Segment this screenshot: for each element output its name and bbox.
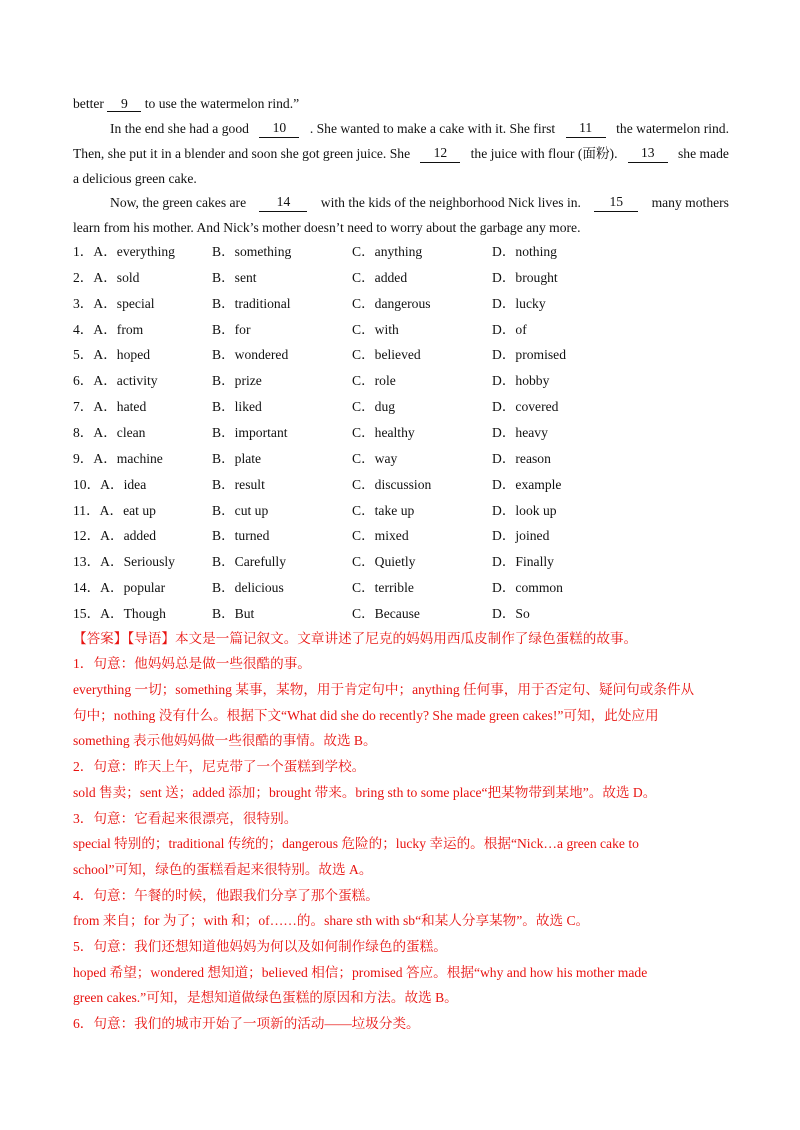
passage-text: she made [677, 146, 729, 161]
question-row [73, 502, 673, 520]
option-b: B．liked [212, 399, 262, 415]
option-b: B．something [212, 244, 292, 259]
option-b: B．delicious [212, 580, 284, 595]
option-c: C．way [352, 450, 398, 466]
blank-10: 10 [259, 120, 299, 138]
option-d: D．joined [492, 528, 550, 544]
question-row [73, 398, 673, 416]
option-b: B．wondered [212, 347, 289, 363]
option-a: 13．A．Seriously [73, 554, 175, 570]
passage-text: better [73, 96, 108, 111]
answer-line: 句中；nothing 没有什么。根据下文“What did she do recently? She made green cakes!”可知，此处应用 [73, 708, 659, 723]
option-b: B．important [212, 425, 288, 440]
option-d: D．lucky [492, 295, 546, 311]
option-d: D．of [492, 321, 527, 337]
option-b: B．sent [212, 269, 257, 285]
passage-line-6: learn from his mother. And Nick’s mother doesn’t need to worry about the garbage any more. [73, 220, 581, 235]
answer-line: special 特别的；traditional 传统的；dangerous 危险的；lucky 幸运的。根据“Nick…a green cake to [73, 836, 639, 851]
blank-9: 9 [107, 96, 141, 112]
option-c: C．mixed [352, 528, 409, 544]
option-d: D．covered [492, 399, 559, 415]
option-d: D．nothing [492, 244, 557, 259]
question-row [73, 605, 673, 623]
passage-text: Then, she put it in a blender and soon she got green juice. She [73, 146, 411, 161]
option-c: C．discussion [352, 476, 432, 492]
option-c: C．dug [352, 399, 396, 415]
option-c: C．take up [352, 502, 415, 518]
passage-text: . She wanted to make a cake with it. She first [309, 121, 556, 136]
passage-line-5 [110, 194, 729, 212]
option-a: 14．A．popular [73, 580, 166, 595]
blank-15: 15 [594, 194, 638, 212]
option-c: C．anything [352, 244, 423, 259]
passage-line-3 [73, 145, 729, 163]
option-d: D．look up [492, 502, 557, 518]
option-b: B．turned [212, 528, 270, 544]
answer-line: green cakes.”可知，是想知道做绿色蛋糕的原因和方法。故选 B。 [73, 990, 458, 1005]
passage-line-2 [110, 120, 729, 138]
option-b: B．prize [212, 373, 262, 389]
option-b: B．plate [212, 450, 262, 466]
passage-text: the watermelon rind. [616, 121, 729, 136]
option-d: D．promised [492, 347, 567, 363]
blank-14: 14 [259, 194, 307, 212]
answer-header: 【答案】【导语】本文是一篇记叙文。文章讲述了尼克的妈妈用西瓜皮制作了绿色蛋糕的故事。 [73, 631, 638, 646]
answer-line: 6．句意：我们的城市开始了一项新的活动——垃圾分类。 [73, 1016, 420, 1031]
blank-11: 11 [566, 120, 606, 138]
option-b: B．for [212, 321, 251, 337]
option-c: C．terrible [352, 580, 414, 595]
option-c: C．healthy [352, 425, 415, 440]
answer-line: 1．句意：他妈妈总是做一些很酷的事。 [73, 656, 311, 671]
option-d: D．example [492, 476, 562, 492]
option-a: 9．A．machine [73, 450, 163, 466]
option-a: 4．A．from [73, 321, 144, 337]
question-row [73, 527, 673, 545]
question-row [73, 372, 673, 390]
option-d: D．heavy [492, 425, 548, 440]
option-a: 8．A．clean [73, 425, 146, 440]
option-c: C．Quietly [352, 554, 416, 570]
option-c: C．dangerous [352, 295, 431, 311]
option-c: C．Because [352, 605, 420, 621]
passage-line-4: a delicious green cake. [73, 171, 197, 186]
answer-line: sold 售卖；sent 送；added 添加；brought 带来。bring sth to some place“把某物带到某地”。故选 D。 [73, 785, 657, 800]
passage-text: Now, the green cakes are [110, 195, 247, 210]
blank-13: 13 [628, 145, 668, 163]
answer-line: 5．句意：我们还想知道他妈妈为何以及如何制作绿色的蛋糕。 [73, 939, 447, 954]
answer-line: from 来自；for 为了；with 和；of……的。share sth with sb“和某人分享某物”。故选 C。 [73, 913, 590, 928]
option-d: D．common [492, 580, 563, 595]
option-d: D．So [492, 605, 530, 621]
option-c: C．with [352, 321, 399, 337]
answer-line: 2．句意：昨天上午，尼克带了一个蛋糕到学校。 [73, 759, 366, 774]
question-row [73, 553, 673, 571]
question-row [73, 476, 673, 494]
option-c: C．believed [352, 347, 421, 363]
answer-line: school”可知，绿色的蛋糕看起来很特别。故选 A。 [73, 862, 373, 877]
answer-line: hoped 希望；wondered 想知道；believed 相信；promised 答应。根据“why and how his mother made [73, 965, 648, 980]
question-row [73, 579, 673, 597]
option-b: B．Carefully [212, 554, 286, 570]
option-a: 3．A．special [73, 295, 155, 311]
option-a: 11．A．eat up [73, 502, 156, 518]
question-row [73, 269, 673, 287]
option-b: B．traditional [212, 295, 291, 311]
question-row [73, 243, 673, 261]
option-a: 15．A．Though [73, 605, 166, 621]
option-c: C．role [352, 373, 396, 389]
passage-text: with the kids of the neighborhood Nick lives in. [320, 195, 581, 210]
option-d: D．Finally [492, 554, 554, 570]
option-a: 12．A．added [73, 528, 157, 544]
option-a: 10．A．idea [73, 476, 147, 492]
option-d: D．brought [492, 269, 558, 285]
question-row [73, 424, 673, 442]
passage-text: many mothers [651, 195, 729, 210]
option-b: B．But [212, 605, 255, 621]
option-a: 1．A．everything [73, 244, 175, 259]
option-a: 2．A．sold [73, 269, 140, 285]
answer-line: 3．句意：它看起来很漂亮，很特别。 [73, 811, 298, 826]
passage-text: In the end she had a good [110, 121, 249, 136]
answer-line: everything 一切；something 某事，某物，用于肯定句中；anything 任何事，用于否定句、疑问句或条件从 [73, 682, 695, 697]
question-row [73, 346, 673, 364]
option-b: B．cut up [212, 502, 269, 518]
option-c: C．added [352, 269, 408, 285]
passage-text: to use the watermelon rind.” [141, 96, 300, 111]
passage-text: the juice with flour (面粉). [470, 146, 618, 161]
passage-line-1 [73, 95, 729, 113]
option-b: B．result [212, 476, 265, 492]
option-a: 5．A．hoped [73, 347, 151, 363]
option-d: D．hobby [492, 373, 550, 389]
question-row [73, 450, 673, 468]
option-a: 6．A．activity [73, 373, 158, 389]
question-row [73, 295, 673, 313]
option-d: D．reason [492, 450, 551, 466]
question-row [73, 321, 673, 339]
answer-line: something 表示他妈妈做一些很酷的事情。故选 B。 [73, 733, 377, 748]
answer-line: 4．句意：午餐的时候，他跟我们分享了那个蛋糕。 [73, 888, 379, 903]
option-a: 7．A．hated [73, 399, 147, 415]
blank-12: 12 [420, 145, 460, 163]
